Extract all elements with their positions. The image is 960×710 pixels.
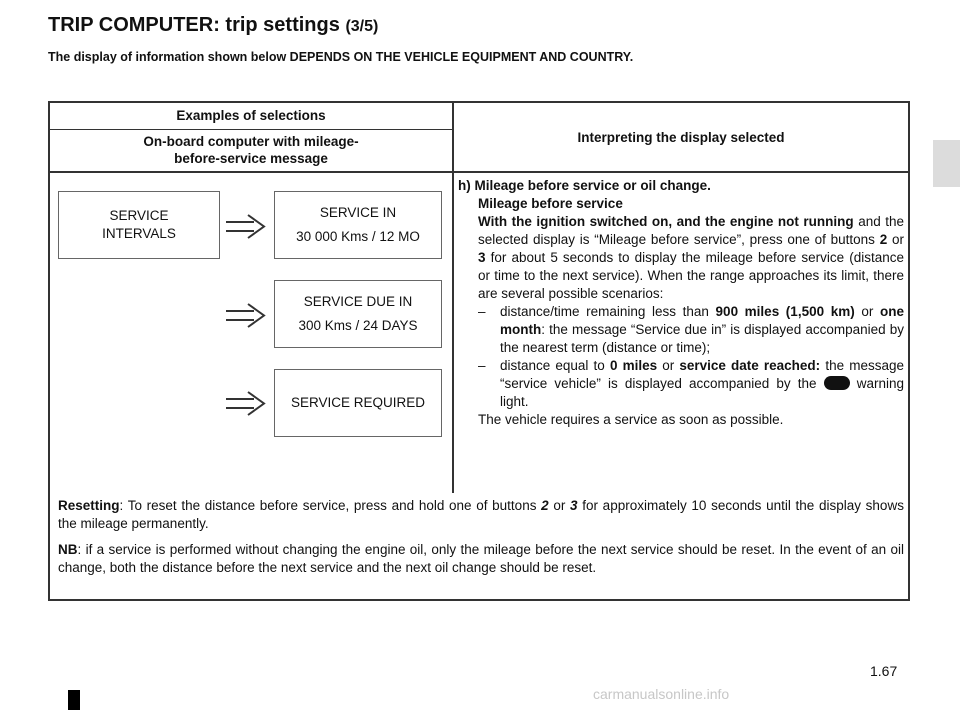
- part-indicator: (3/5): [345, 18, 379, 35]
- paragraph: The vehicle requires a service as soon as possible.: [478, 412, 784, 427]
- subsection-heading: Mileage before service: [478, 196, 623, 211]
- col2-header: Interpreting the display selected: [577, 129, 785, 145]
- header-divider: [50, 171, 908, 173]
- equipment-note: The display of information shown below DEPENDS ON THE VEHICLE EQUIPMENT AND COUNTRY.: [48, 50, 634, 64]
- resetting-note: Resetting: To reset the distance before service, press and hold one of buttons 2 or 3 for approximately 10 seconds until the display shows the mileage permanently.: [58, 498, 904, 531]
- side-tab: [933, 140, 960, 187]
- column-divider: [452, 103, 454, 493]
- page-number: 1.67: [870, 663, 898, 679]
- nb-note: NB: if a service is performed without changing the engine oil, only the mileage before the next service should be reset. In the event of an oil change, both the distance before the next service and the next oil change should be reset.: [58, 542, 904, 575]
- col1-header: Examples of selections: [50, 103, 452, 130]
- explanation: [458, 177, 904, 429]
- display-service-in: SERVICE IN 30 000 Kms / 12 MO: [274, 191, 442, 259]
- list-item: – distance/time remaining less than 900 miles (1,500 km) or one month: the message “Service due in” is displayed accompanied by the nearest term (distance or time);: [478, 304, 904, 355]
- display-service-due-in: SERVICE DUE IN 300 Kms / 24 DAYS: [274, 280, 442, 348]
- double-arrow-icon: [224, 389, 268, 419]
- footer-mark: [68, 690, 80, 710]
- list-item: – distance equal to 0 miles or service date reached: the message “service vehicle” is displayed accompanied by the warning light.: [478, 358, 904, 409]
- display-service-required: SERVICE REQUIRED: [274, 369, 442, 437]
- settings-table: [48, 101, 910, 601]
- col1-subheader: On-board computer with mileage- before-service message: [143, 134, 359, 166]
- service-wrench-icon: [824, 376, 850, 390]
- watermark: carmanualsonline.info: [593, 686, 730, 702]
- notes: [58, 497, 904, 585]
- display-service-intervals: SERVICE INTERVALS: [58, 191, 220, 259]
- page-title: TRIP COMPUTER: trip settings (3/5): [48, 14, 379, 36]
- section-heading: h) Mileage before service or oil change.: [458, 178, 711, 193]
- double-arrow-icon: [224, 212, 268, 242]
- paragraph: With the ignition switched on, and the engine not running and the selected display is “Mileage before service”, press one of buttons 2 or 3 for about 5 seconds to display the mileage before service (distance or time to the next service). When the range approaches its limit, there are several possible scenarios:: [478, 214, 904, 301]
- double-arrow-icon: [224, 301, 268, 331]
